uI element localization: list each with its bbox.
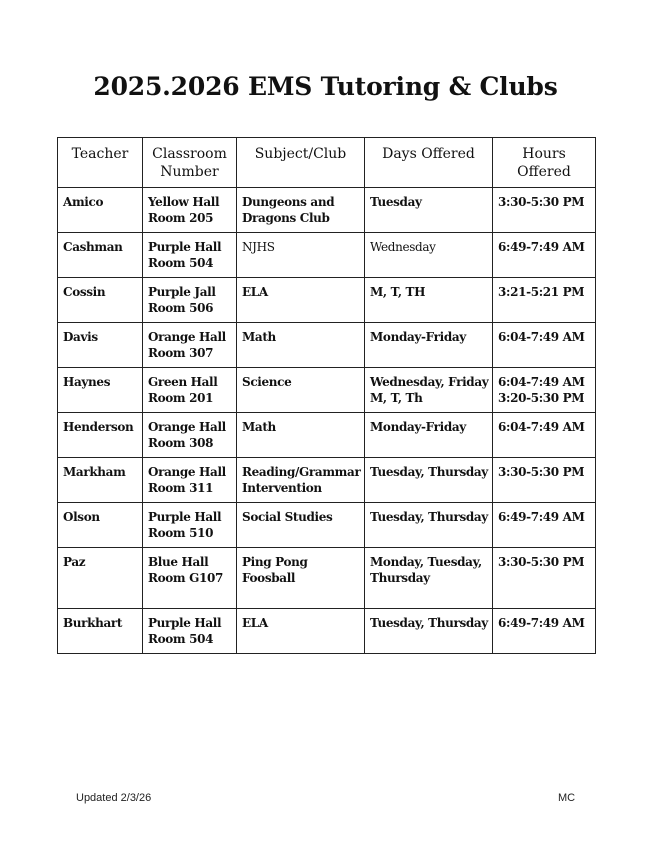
cell-teacher: Cossin — [58, 278, 143, 323]
cell-classroom: Orange Hall Room 311 — [143, 458, 237, 503]
table-row — [58, 609, 596, 654]
cell-subject: ELA — [237, 609, 365, 654]
header-classroom-number — [143, 138, 237, 188]
cell-days: Tuesday, Thursday — [365, 503, 493, 548]
cell-days: Tuesday, Thursday — [365, 609, 493, 654]
table-row — [58, 233, 596, 278]
cell-hours: 6:49-7:49 AM — [493, 503, 596, 548]
table-row — [58, 413, 596, 458]
cell-days: Wednesday, Friday M, T, Th — [365, 368, 493, 413]
cell-subject: Dungeons and Dragons Club — [237, 188, 365, 233]
table-row — [58, 278, 596, 323]
cell-teacher: Davis — [58, 323, 143, 368]
header-hours-offered — [493, 138, 596, 188]
cell-hours: 6:04-7:49 AM 3:20-5:30 PM — [493, 368, 596, 413]
header-subject-club: Subject/Club — [237, 138, 365, 188]
header-classroom-number-text: Classroom Number — [152, 146, 227, 180]
header-teacher: Teacher — [58, 138, 143, 188]
table-row — [58, 503, 596, 548]
cell-teacher: Haynes — [58, 368, 143, 413]
cell-teacher: Cashman — [58, 233, 143, 278]
cell-subject: NJHS — [237, 233, 365, 278]
cell-hours: 6:04-7:49 AM — [493, 323, 596, 368]
cell-teacher: Olson — [58, 503, 143, 548]
cell-teacher: Amico — [58, 188, 143, 233]
table-row — [58, 458, 596, 503]
table-header-row — [58, 138, 596, 188]
table-row — [58, 188, 596, 233]
schedule-table — [57, 137, 596, 654]
cell-classroom: Blue Hall Room G107 — [143, 548, 237, 609]
cell-hours: 3:30-5:30 PM — [493, 548, 596, 609]
cell-hours: 3:30-5:30 PM — [493, 458, 596, 503]
cell-days: Wednesday — [365, 233, 493, 278]
cell-hours: 6:49-7:49 AM — [493, 609, 596, 654]
cell-classroom: Purple Hall Room 510 — [143, 503, 237, 548]
cell-subject: Science — [237, 368, 365, 413]
cell-days: Monday-Friday — [365, 323, 493, 368]
cell-classroom: Purple Jall Room 506 — [143, 278, 237, 323]
cell-teacher: Paz — [58, 548, 143, 609]
cell-classroom: Orange Hall Room 308 — [143, 413, 237, 458]
cell-days: Tuesday, Thursday — [365, 458, 493, 503]
page-title: 2025.2026 EMS Tutoring & Clubs — [93, 72, 558, 101]
cell-subject: ELA — [237, 278, 365, 323]
header-hours-offered-text: Hours Offered — [517, 146, 571, 180]
cell-classroom: Purple Hall Room 504 — [143, 233, 237, 278]
cell-subject: Social Studies — [237, 503, 365, 548]
cell-days: Monday-Friday — [365, 413, 493, 458]
author-initials: MC — [558, 792, 576, 804]
cell-subject: Reading/Grammar Intervention — [237, 458, 365, 503]
cell-classroom: Purple Hall Room 504 — [143, 609, 237, 654]
cell-classroom: Yellow Hall Room 205 — [143, 188, 237, 233]
cell-hours: 6:49-7:49 AM — [493, 233, 596, 278]
cell-classroom: Orange Hall Room 307 — [143, 323, 237, 368]
cell-hours: 6:04-7:49 AM — [493, 413, 596, 458]
header-days-offered: Days Offered — [365, 138, 493, 188]
cell-teacher: Henderson — [58, 413, 143, 458]
updated-date: Updated 2/3/26 — [76, 792, 152, 804]
cell-subject: Math — [237, 413, 365, 458]
table-row — [58, 368, 596, 413]
cell-teacher: Markham — [58, 458, 143, 503]
cell-teacher: Burkhart — [58, 609, 143, 654]
table-row — [58, 548, 596, 609]
cell-days: Tuesday — [365, 188, 493, 233]
table-row — [58, 323, 596, 368]
cell-days: M, T, TH — [365, 278, 493, 323]
cell-days: Monday, Tuesday, Thursday — [365, 548, 493, 609]
cell-classroom: Green Hall Room 201 — [143, 368, 237, 413]
cell-hours: 3:30-5:30 PM — [493, 188, 596, 233]
cell-subject: Math — [237, 323, 365, 368]
cell-hours: 3:21-5:21 PM — [493, 278, 596, 323]
cell-subject: Ping Pong Foosball — [237, 548, 365, 609]
